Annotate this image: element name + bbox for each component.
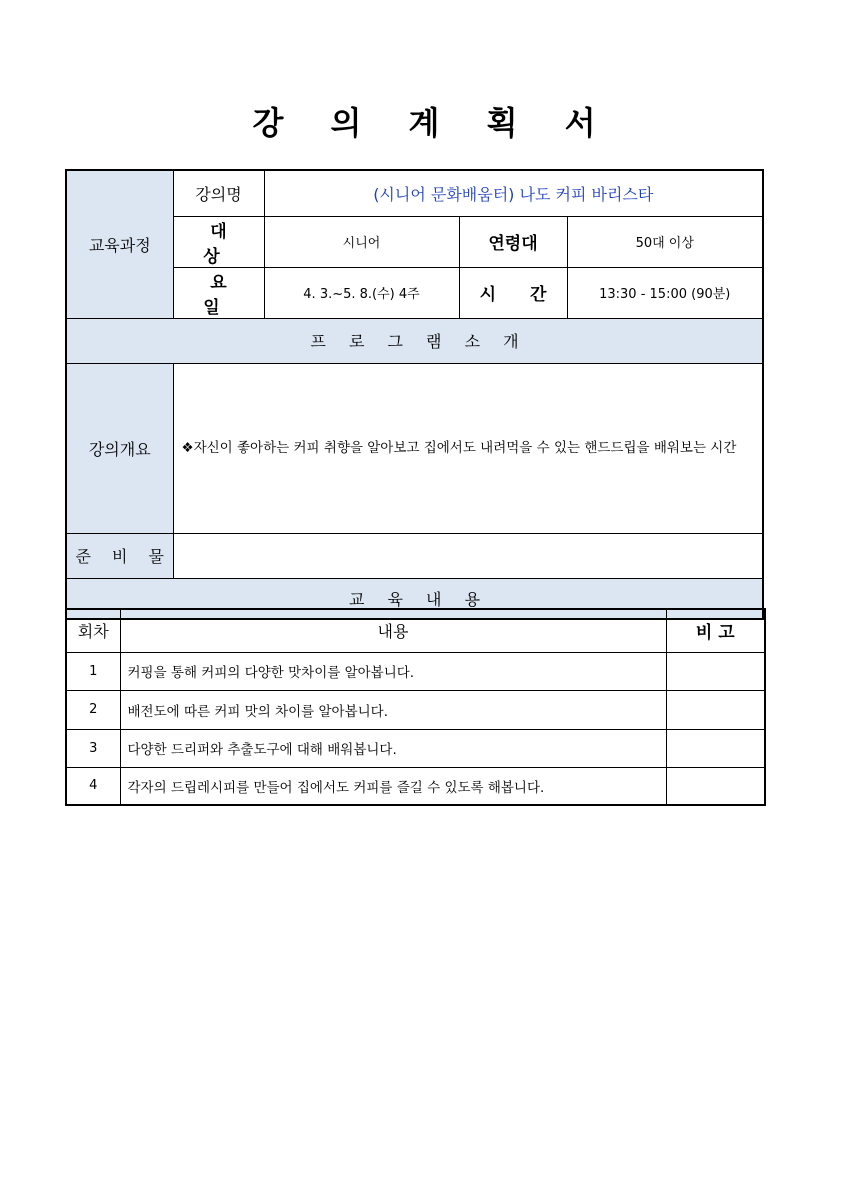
note-header: 비 고 (666, 609, 765, 652)
table-row (66, 729, 765, 767)
session-number: 4 (66, 767, 120, 805)
time-label: 시 간 (459, 267, 567, 318)
category-label: 교육과정 (66, 170, 173, 318)
session-note (666, 729, 765, 767)
day-label: 요 일 (173, 267, 264, 318)
course-name-value: (시니어 문화배움터) 나도 커피 바리스타 (264, 170, 763, 216)
content-header: 내용 (120, 609, 666, 652)
age-label: 연령대 (459, 216, 567, 267)
program-section-title: 프 로 그 램 소 개 (66, 318, 763, 363)
session-number: 2 (66, 690, 120, 729)
session-content: 다양한 드리퍼와 추출도구에 대해 배워봅니다. (120, 729, 666, 767)
session-note (666, 690, 765, 729)
session-content: 각자의 드립레시피를 만들어 집에서도 커피를 즐길 수 있도록 해봅니다. (120, 767, 666, 805)
session-number: 1 (66, 652, 120, 690)
target-value: 시니어 (264, 216, 459, 267)
course-info-table (65, 169, 764, 620)
table-row (66, 767, 765, 805)
overview-label: 강의개요 (66, 363, 173, 533)
session-note (666, 652, 765, 690)
session-note (666, 767, 765, 805)
overview-text: ❖자신이 좋아하는 커피 취향을 알아보고 집에서도 내려먹을 수 있는 핸드드립을 배워보는 시간 (173, 363, 763, 533)
day-value: 4. 3.~5. 8.(수) 4주 (264, 267, 459, 318)
target-label: 대 상 (173, 216, 264, 267)
education-section-title: 교 육 내 용 (66, 578, 763, 619)
table-row (66, 652, 765, 690)
age-value: 50대 이상 (567, 216, 763, 267)
materials-value (173, 533, 763, 578)
session-content: 커핑을 통해 커피의 다양한 맛차이를 알아봅니다. (120, 652, 666, 690)
time-value: 13:30 - 15:00 (90분) (567, 267, 763, 318)
materials-label: 준 비 물 (66, 533, 173, 578)
session-content: 배전도에 따른 커피 맛의 차이를 알아봅니다. (120, 690, 666, 729)
table-row (66, 690, 765, 729)
session-number: 3 (66, 729, 120, 767)
session-header: 회차 (66, 609, 120, 652)
document-title: 강 의 계 획 서 (252, 104, 614, 142)
course-name-label: 강의명 (173, 170, 264, 216)
education-content-table (65, 608, 766, 806)
